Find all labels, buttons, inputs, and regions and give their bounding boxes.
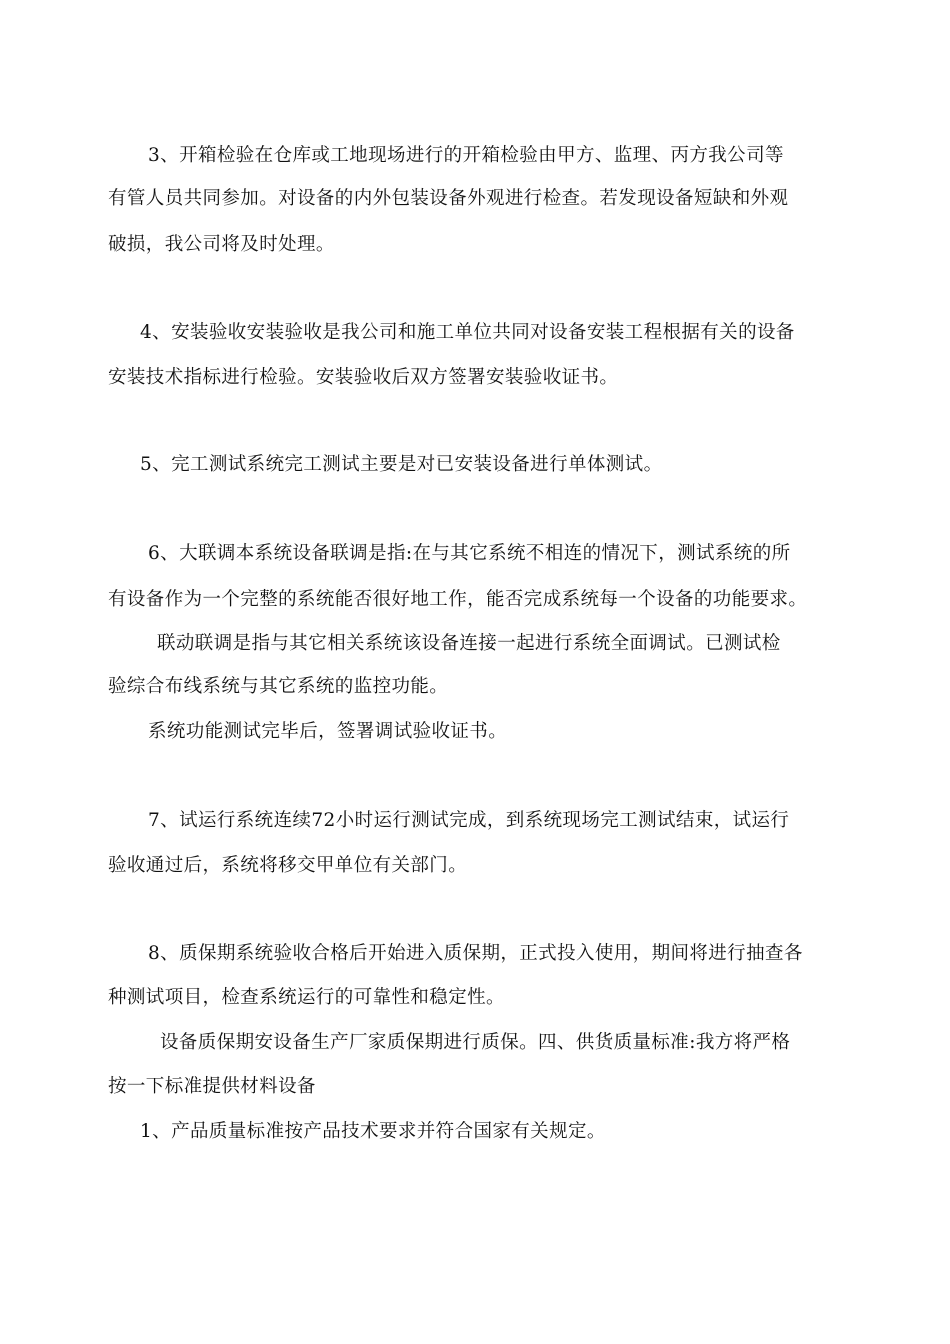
- paragraph-8-line-2: 种测试项目，检查系统运行的可靠性和稳定性。: [108, 987, 505, 1008]
- paragraph-8-line-3: 设备质保期安设备生产厂家质保期进行质保。四、供货质量标准:我方将严格: [160, 1032, 791, 1053]
- paragraph-5-line-1: 5、完工测试系统完工测试主要是对已安装设备进行单体测试。: [140, 454, 663, 475]
- paragraph-6-line-4: 验综合布线系统与其它系统的监控功能。: [108, 676, 449, 697]
- paragraph-3-line-2: 有管人员共同参加。对设备的内外包装设备外观进行检查。若发现设备短缺和外观: [108, 188, 789, 209]
- paragraph-4-line-2: 安装技术指标进行检验。安装验收后双方签署安装验收证书。: [108, 367, 619, 388]
- paragraph-6-line-5: 系统功能测试完毕后，签署调试验收证书。: [148, 721, 508, 742]
- paragraph-6-line-2: 有设备作为一个完整的系统能否很好地工作，能否完成系统每一个设备的功能要求。: [108, 589, 808, 610]
- paragraph-6-line-3: 联动联调是指与其它相关系统该设备连接一起进行系统全面调试。已测试检: [157, 633, 781, 654]
- paragraph-8-line-5: 1、产品质量标准按产品技术要求并符合国家有关规定。: [140, 1121, 606, 1142]
- paragraph-8-line-4: 按一下标准提供材料设备: [108, 1076, 316, 1097]
- paragraph-8-line-1: 8、质保期系统验收合格后开始进入质保期，正式投入使用，期间将进行抽查各: [148, 943, 803, 964]
- paragraph-3-line-3: 破损，我公司将及时处理。: [108, 234, 335, 255]
- paragraph-4-line-1: 4、安装验收安装验收是我公司和施工单位共同对设备安装工程根据有关的设备: [140, 322, 795, 343]
- paragraph-7-line-2: 验收通过后，系统将移交甲单位有关部门。: [108, 855, 468, 876]
- paragraph-3-line-1: 3、开箱检验在仓库或工地现场进行的开箱检验由甲方、监理、丙方我公司等: [148, 145, 784, 166]
- paragraph-7-line-1: 7、试运行系统连续72小时运行测试完成，到系统现场完工测试结束，试运行: [148, 810, 790, 831]
- paragraph-6-line-1: 6、大联调本系统设备联调是指:在与其它系统不相连的情况下，测试系统的所: [148, 543, 791, 564]
